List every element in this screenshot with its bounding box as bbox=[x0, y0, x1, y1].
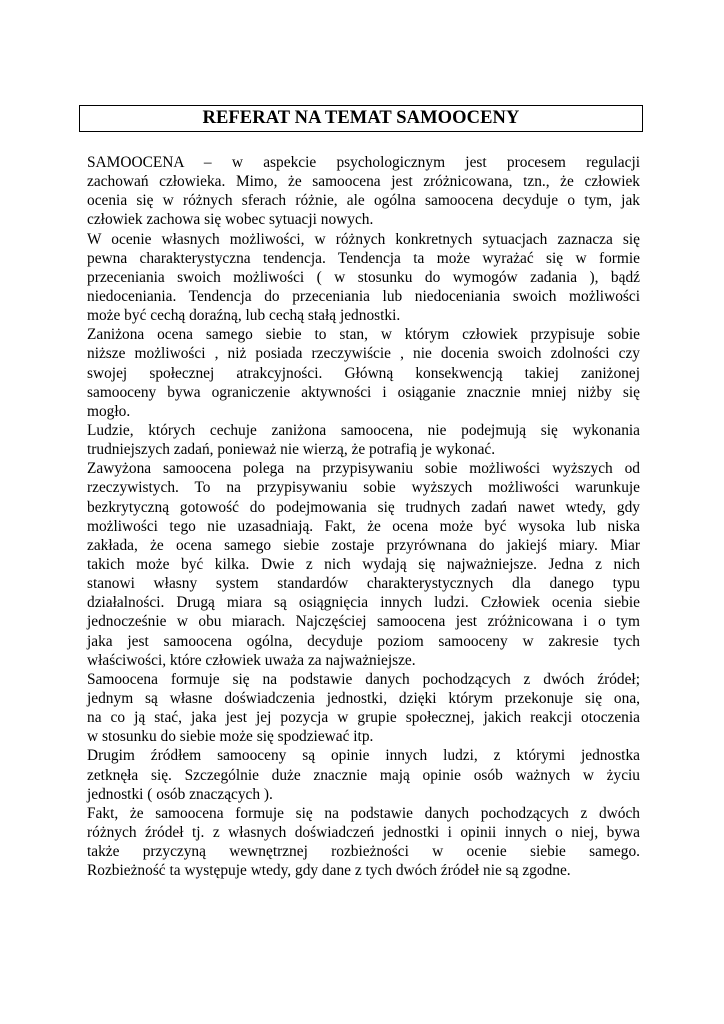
text-line: jaka jest samoocena ogólna, decyduje poziom samooceny w zakresie tych bbox=[87, 632, 640, 650]
text-line: Fakt, że samoocena formuje się na podstawie danych pochodzących z dwóch bbox=[87, 804, 640, 822]
text-line: SAMOOCENA – w aspekcie psychologicznym jest procesem regulacji bbox=[87, 154, 640, 171]
text-line: także przyczyną wewnętrznej rozbieżności w ocenie siebie samego. bbox=[87, 843, 640, 861]
text-line: rzeczywistych. To na przypisywaniu sobie wyższych możliwości warunkuje bbox=[87, 479, 640, 497]
text-line: niższe możliwości , niż posiada rzeczywiście , nie docenia swoich zdolności czy bbox=[87, 345, 640, 363]
text-line: jednostki ( osób znaczących ). bbox=[87, 785, 273, 803]
text-line: bezkrytyczną gotowość do podejmowania się trudnych zadań nawet wtedy, gdy bbox=[87, 498, 640, 516]
text-line: W ocenie własnych możliwości, w różnych konkretnych sytuacjach zaznacza się bbox=[87, 230, 640, 248]
title-box bbox=[79, 105, 643, 132]
text-line: Zaniżona ocena samego siebie to stan, w którym człowiek przypisuje sobie bbox=[87, 326, 640, 344]
text-line: Samoocena formuje się na podstawie danych pochodzących z dwóch źródeł; bbox=[87, 670, 640, 688]
text-line: zakłada, że ocena samego siebie zostaje przyrównana do jakiejś miary. Miar bbox=[87, 536, 640, 554]
text-line: Rozbieżność ta występuje wtedy, gdy dane z tych dwóch źródeł nie są zgodne. bbox=[87, 862, 571, 880]
text-line: stanowi własny system standardów charakterystycznych dla danego typu bbox=[87, 575, 640, 593]
document-title: REFERAT NA TEMAT SAMOOCENY bbox=[202, 108, 520, 129]
text-line: ocenia się w różnych sferach różnie, ale ogólna samoocena decyduje o tym, jak bbox=[87, 192, 640, 210]
document-body bbox=[87, 153, 640, 880]
text-line: człowiek zachowa się wobec sytuacji nowych. bbox=[87, 211, 374, 229]
text-line: Ludzie, których cechuje zaniżona samoocena, nie podejmują się wykonania bbox=[87, 421, 640, 439]
text-line: jednocześnie w obu miarach. Najczęściej samoocena jest zróżnicowana i o tym bbox=[87, 613, 640, 631]
text-line: mogło. bbox=[87, 402, 131, 420]
text-line: jednym są własne doświadczenia jednostki, dzięki którym przekonuje się ona, bbox=[87, 689, 640, 707]
text-line: w stosunku do siebie może się spodziewać itp. bbox=[87, 728, 374, 746]
text-line: na co ją stać, jaka jest jej pozycja w grupie społecznej, jakich reakcji otoczenia bbox=[87, 709, 640, 727]
text-line: samooceny bywa ograniczenie aktywności i osiąganie znacznie mniej niżby się bbox=[87, 383, 640, 401]
text-line: takich może być kilka. Dwie z nich wydają się najważniejsze. Jedna z nich bbox=[87, 555, 640, 573]
text-line: Drugim źródłem samooceny są opinie innych ludzi, z którymi jednostka bbox=[87, 747, 640, 765]
text-line: możliwości tego nie uzasadniają. Fakt, że ocena może być wysoka lub niska bbox=[87, 517, 640, 535]
text-line: swojej społecznej atrakcyjności. Główną konsekwencją takiej zaniżonej bbox=[87, 364, 640, 382]
text-line: działalności. Drugą miara są osiągnięcia innych ludzi. Człowiek ocenia siebie bbox=[87, 594, 640, 612]
text-line: pewna charakterystyczna tendencja. Tendencja ta może wyrażać się w formie bbox=[87, 249, 640, 267]
text-line: może być cechą doraźną, lub cechą stałą jednostki. bbox=[87, 307, 401, 325]
text-line: trudniejszych zadań, ponieważ nie wierzą, że potrafią je wykonać. bbox=[87, 441, 496, 459]
text-line: Zawyżona samoocena polega na przypisywaniu sobie możliwości wyższych od bbox=[87, 460, 640, 478]
text-line: właściwości, które człowiek uważa za najważniejsze. bbox=[87, 651, 416, 669]
text-line: zetknęła się. Szczególnie duże znacznie mają opinie osób ważnych w życiu bbox=[87, 766, 640, 784]
text-line: zachowań człowieka. Mimo, że samoocena jest zróżnicowana, tzn., że człowiek bbox=[87, 173, 640, 191]
text-line: różnych źródeł tj. z własnych doświadczeń jednostki i opinii innych o niej, bywa bbox=[87, 823, 640, 841]
text-line: przeceniania swoich możliwości ( w stosunku do wymogów zadania ), bądź bbox=[87, 268, 640, 286]
text-line: niedoceniania. Tendencja do przeceniania lub niedoceniania swoich możliwości bbox=[87, 287, 640, 305]
